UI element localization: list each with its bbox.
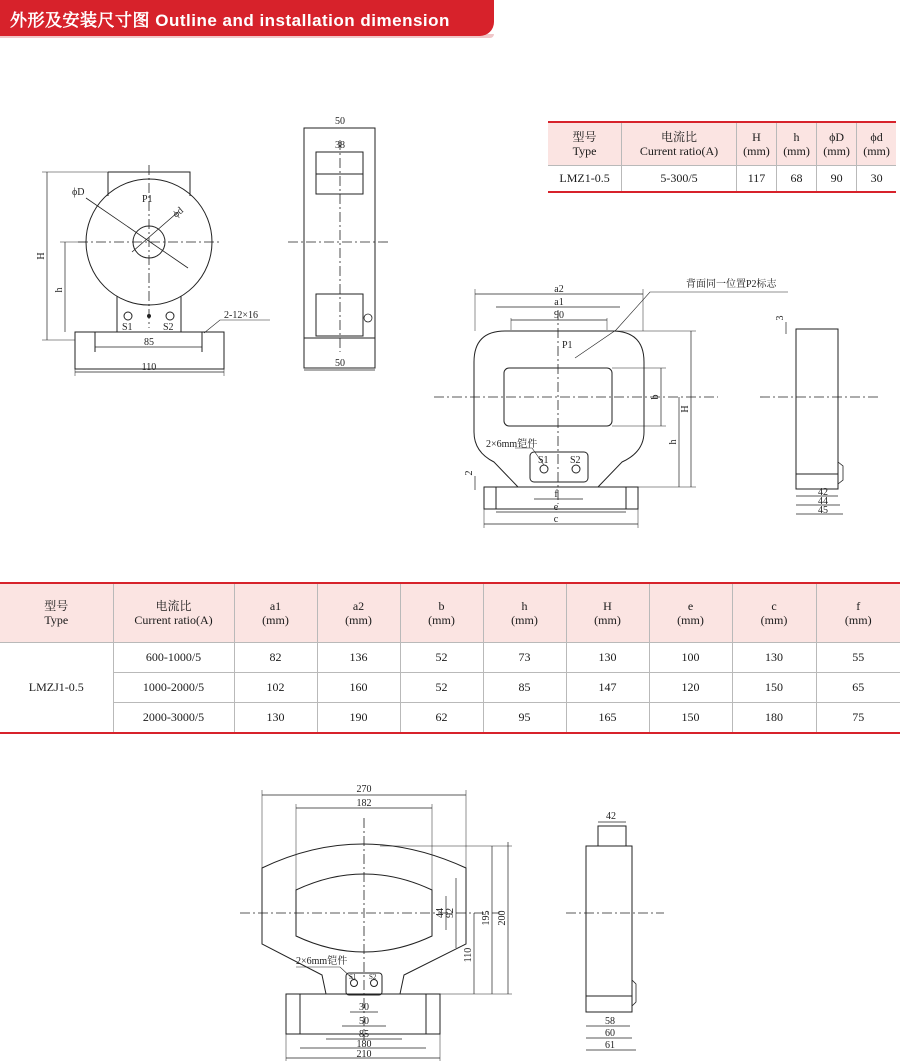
table2-header-c: c (mm) xyxy=(732,583,816,643)
d2-terminal-s2-screw xyxy=(572,465,580,473)
d3s-outline xyxy=(586,846,632,1012)
d1s-label-50-bottom: 50 xyxy=(335,358,345,369)
table1-cell-phid: 30 xyxy=(857,166,896,193)
table2-cell: 600-1000/5 xyxy=(113,643,234,673)
d3-bolt-leader xyxy=(296,967,354,980)
table2-header-ratio: 电流比 Current ratio(A) xyxy=(113,583,234,643)
d3-label-30: 30 xyxy=(359,1002,369,1013)
d3-label-92: 92 xyxy=(445,908,456,918)
d2s-label-45: 45 xyxy=(818,505,828,516)
d1-terminal-s2-screw xyxy=(166,312,174,320)
d1s-outline xyxy=(304,128,375,368)
d3-label-210: 210 xyxy=(356,1049,372,1060)
table2-header-a2: a2 (mm) xyxy=(317,583,400,643)
d2-label-H: H xyxy=(680,405,691,413)
d1-leader-phiD xyxy=(86,198,188,268)
table-row xyxy=(548,166,896,193)
table-row xyxy=(0,673,900,703)
d3-label-50: 50 xyxy=(359,1016,369,1027)
d3-label-bolt: 2×6mm铠件 xyxy=(296,956,348,967)
table2-cell: 62 xyxy=(400,703,483,734)
table2-cell: 2000-3000/5 xyxy=(113,703,234,734)
d1-label-phiD: ϕD xyxy=(72,187,85,198)
d3-label-s2: S2 xyxy=(369,973,377,981)
d3s-label-58: 58 xyxy=(605,1016,615,1027)
table2-cell: 1000-2000/5 xyxy=(113,673,234,703)
d3s-top-terminal xyxy=(598,826,626,846)
table1-header-ratio: 电流比 Current ratio(A) xyxy=(622,122,737,166)
table2-cell: 120 xyxy=(649,673,732,703)
d3-label-110: 110 xyxy=(463,947,474,963)
table2-cell: 85 xyxy=(483,673,566,703)
d3s-label-60: 60 xyxy=(605,1028,615,1039)
drawing2-side-view xyxy=(760,316,880,517)
table1-cell-h: 68 xyxy=(777,166,817,193)
table2-cell: 130 xyxy=(234,703,317,734)
table1-header-phiD: ϕD (mm) xyxy=(817,122,857,166)
d2-label-bolt: 2×6mm铠件 xyxy=(486,439,538,450)
d1s-screw xyxy=(364,314,372,322)
d3-label-195: 195 xyxy=(481,910,492,926)
d1-leader-phid xyxy=(132,212,178,252)
d1s-label-50-top: 50 xyxy=(335,116,345,127)
table2-cell: 165 xyxy=(566,703,649,734)
table1-header-H: H (mm) xyxy=(736,122,776,166)
d2-label-b: b xyxy=(650,394,661,400)
drawing1-side-view xyxy=(288,116,390,370)
d3-label-85: 85 xyxy=(359,1029,369,1040)
d2-label-a2: a2 xyxy=(554,284,564,295)
d2-label-a1: a1 xyxy=(554,297,564,308)
d2-label-90: 90 xyxy=(554,310,564,321)
d2-label-note: 背面同一位置P2标志 xyxy=(686,279,777,290)
d1-label-h: h xyxy=(54,287,65,293)
d2-label-f: f xyxy=(554,489,558,500)
d2-label-e: e xyxy=(553,502,559,513)
drawing2-front-view xyxy=(434,277,788,528)
table2-cell: 100 xyxy=(649,643,732,673)
table1-header-phid: ϕd (mm) xyxy=(857,122,896,166)
d1s-label-38: 38 xyxy=(335,140,345,151)
drawing1-front-view xyxy=(36,165,270,376)
d1-terminal-s1-screw xyxy=(124,312,132,320)
d3-label-44: 44 xyxy=(435,908,446,918)
table1-header-row xyxy=(548,122,896,166)
d3-label-180: 180 xyxy=(356,1039,372,1050)
table2-cell: 52 xyxy=(400,673,483,703)
table2-header-row xyxy=(0,583,900,643)
table2-header-e: e (mm) xyxy=(649,583,732,643)
table2-cell-type: LMZJ1-0.5 xyxy=(0,643,113,734)
table2-cell: 65 xyxy=(816,673,900,703)
table2-header-type: 型号 Type xyxy=(0,583,113,643)
d3-label-200: 200 xyxy=(497,910,508,926)
table2-cell: 82 xyxy=(234,643,317,673)
table1-cell-phiD: 90 xyxy=(817,166,857,193)
d2-label-2: 2 xyxy=(464,470,475,476)
table2-header-H: H (mm) xyxy=(566,583,649,643)
d1-label-s2: S2 xyxy=(163,322,174,333)
table1-header-h: h (mm) xyxy=(777,122,817,166)
spec-table-lmzj1 xyxy=(0,582,900,734)
table2-cell: 160 xyxy=(317,673,400,703)
d2-body-outline xyxy=(474,331,644,487)
d3-label-270: 270 xyxy=(356,784,372,795)
d1s-bottom-block xyxy=(316,294,363,336)
d3s-label-42: 42 xyxy=(606,811,616,822)
table2-cell: 95 xyxy=(483,703,566,734)
table1-cell-type: LMZ1-0.5 xyxy=(548,166,622,193)
drawing3-side-view xyxy=(566,811,664,1051)
d2s-terminal xyxy=(838,462,843,484)
table1-cell-H: 117 xyxy=(736,166,776,193)
table2-cell: 147 xyxy=(566,673,649,703)
d3s-terminal xyxy=(632,980,636,1006)
table2-cell: 190 xyxy=(317,703,400,734)
table2-cell: 52 xyxy=(400,643,483,673)
table2-cell: 75 xyxy=(816,703,900,734)
d2-label-s1: S1 xyxy=(538,455,549,466)
table2-cell: 150 xyxy=(732,673,816,703)
table2-cell: 102 xyxy=(234,673,317,703)
d1-label-H: H xyxy=(36,252,47,260)
table1-header-type: 型号 Type xyxy=(548,122,622,166)
d2s-label-42: 42 xyxy=(818,487,828,498)
d1-label-85: 85 xyxy=(144,337,154,348)
drawing3-front-view xyxy=(240,784,512,1061)
table2-cell: 130 xyxy=(566,643,649,673)
d3s-label-61: 61 xyxy=(605,1040,615,1051)
table2-cell: 55 xyxy=(816,643,900,673)
d2-base-plate xyxy=(484,487,638,509)
d2-label-h: h xyxy=(668,439,679,445)
d1-label-s1: S1 xyxy=(122,322,133,333)
d1-label-holes: 2-12×16 xyxy=(224,310,258,321)
table-row xyxy=(0,703,900,734)
d2s-label-3: 3 xyxy=(775,315,786,321)
d3-label-182: 182 xyxy=(356,798,372,809)
table2-header-f: f (mm) xyxy=(816,583,900,643)
table2-header-h: h (mm) xyxy=(483,583,566,643)
table2-cell: 136 xyxy=(317,643,400,673)
d2-label-s2: S2 xyxy=(570,455,581,466)
d3-label-s1: S1 xyxy=(349,973,357,981)
table1-cell-ratio: 5-300/5 xyxy=(622,166,737,193)
d1-label-p1: P1 xyxy=(142,194,153,205)
d1-label-110: 110 xyxy=(141,362,157,373)
d2-label-c: c xyxy=(553,514,559,525)
table-row xyxy=(0,643,900,673)
table2-cell: 150 xyxy=(649,703,732,734)
table2-cell: 73 xyxy=(483,643,566,673)
section-title: 外形及安装尺寸图 Outline and installation dimension xyxy=(10,10,450,30)
table2-cell: 130 xyxy=(732,643,816,673)
table2-cell: 180 xyxy=(732,703,816,734)
spec-table-lmz1 xyxy=(548,121,896,193)
d2s-label-44: 44 xyxy=(818,496,828,507)
d1-label-phid: ϕd xyxy=(170,205,186,221)
d2-terminal-s1-screw xyxy=(540,465,548,473)
d3-base-plate xyxy=(286,994,440,1034)
d2-label-p1: P1 xyxy=(562,340,573,351)
table2-header-b: b (mm) xyxy=(400,583,483,643)
d2s-outline xyxy=(796,329,838,489)
table2-header-a1: a1 (mm) xyxy=(234,583,317,643)
d1s-top-block xyxy=(316,152,363,194)
d1-holes-leader xyxy=(204,320,270,333)
